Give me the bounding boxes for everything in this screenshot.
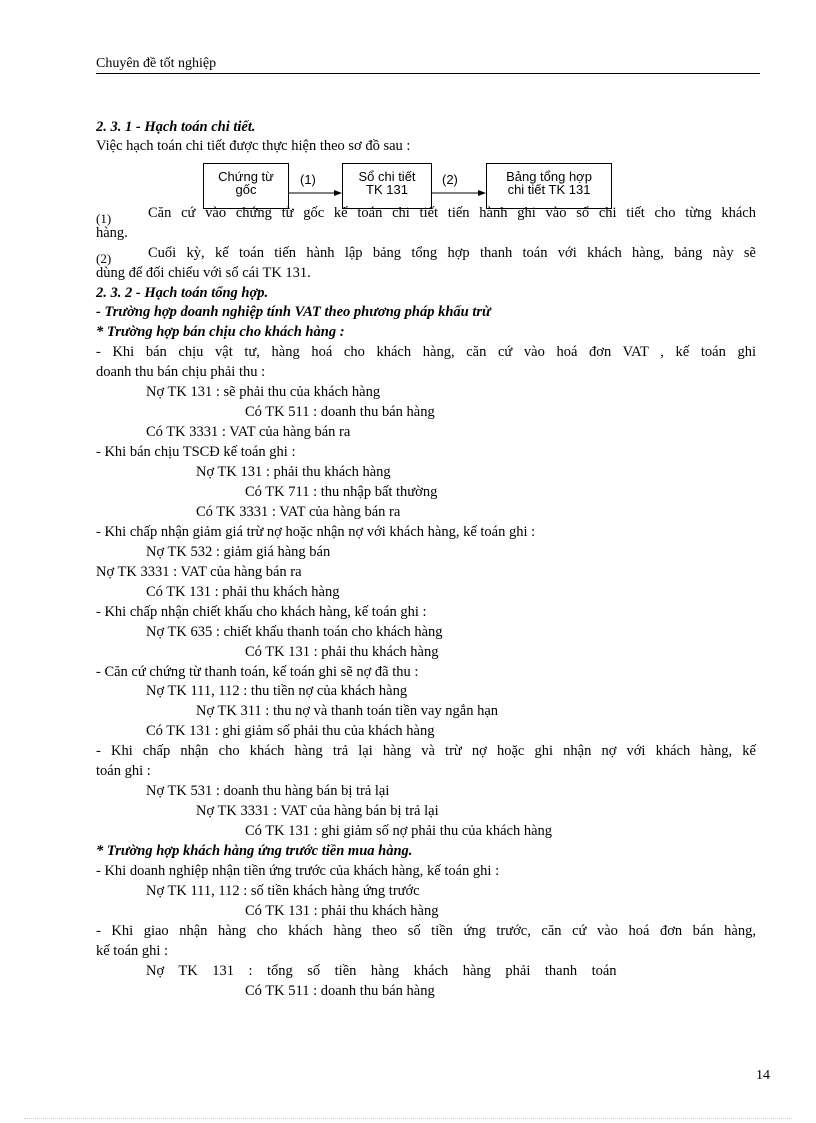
journal-entry: Nợ TK 111, 112 : thu tiền nợ của khách hàng (146, 683, 408, 699)
box-detail-ledger-line2: TK 131 (366, 182, 408, 197)
subheading-advance-payment: * Trường hợp khách hàng ứng trước tiền mua hàng. (96, 843, 413, 859)
journal-entry: Nợ TK 131 : sẽ phải thu của khách hàng (146, 384, 381, 400)
paragraph-line: - Khi bán chịu vật tư, hàng hoá cho khách hàng, căn cứ vào hoá đơn VAT , kế toán ghi (96, 344, 756, 360)
header-title: Chuyên đề tốt nghiệp (96, 56, 217, 71)
step-2-text-cont: dùng để đối chiếu với sổ cái TK 131. (96, 265, 311, 281)
journal-entry: Có TK 511 : doanh thu bán hàng (245, 983, 435, 999)
paragraph-line: - Khi chấp nhận giảm giá trừ nợ hoặc nhận nợ với khách hàng, kế toán ghi : (96, 524, 536, 540)
journal-entry: Có TK 131 : phải thu khách hàng (245, 903, 439, 919)
paragraph-line: - Căn cứ chứng từ thanh toán, kế toán ghi sẽ nợ đã thu : (96, 664, 419, 680)
paragraph-line: doanh thu bán chịu phải thu : (96, 364, 266, 380)
journal-entry: Nợ TK 635 : chiết khấu thanh toán cho khách hàng (146, 624, 443, 640)
journal-entry: Nợ TK 531 : doanh thu hàng bán bị trả lại (146, 783, 390, 799)
paragraph-line: - Khi giao nhận hàng cho khách hàng theo số tiền ứng trước, căn cứ vào hoá đơn bán hàng, (96, 923, 756, 939)
journal-entry: Có TK 3331 : VAT của hàng bán ra (196, 504, 401, 520)
subheading-vat-deduction: - Trường hợp doanh nghiệp tính VAT theo phương pháp khấu trừ (96, 304, 491, 320)
section-heading-detail: 2. 3. 1 - Hạch toán chi tiết. (96, 119, 256, 135)
step-1-number: (1) (96, 211, 112, 226)
arrow-2-head (478, 190, 486, 196)
box-detail-ledger-line1: Sổ chi tiết (358, 169, 416, 184)
journal-entry: Nợ TK 3331 : VAT của hàng bán bị trả lại (196, 803, 439, 819)
journal-entry: Có TK 511 : doanh thu bán hàng (245, 404, 435, 420)
journal-entry: Có TK 131 : phải thu khách hàng (245, 644, 439, 660)
journal-entry: Có TK 3331 : VAT của hàng bán ra (146, 424, 351, 440)
subheading-credit-sales: * Trường hợp bán chịu cho khách hàng : (96, 324, 345, 340)
journal-entry: Có TK 711 : thu nhập bất thường (245, 484, 438, 500)
journal-entry: Nợ TK 131 : tổng số tiền hàng khách hàng phải thanh toán (146, 963, 617, 979)
paragraph-line: - Khi chấp nhận chiết khấu cho khách hàng, kế toán ghi : (96, 604, 427, 620)
step-2-number: (2) (96, 251, 112, 266)
journal-entry: Nợ TK 532 : giảm giá hàng bán (146, 544, 331, 560)
step-1-text-cont: hàng. (96, 225, 128, 241)
intro-line: Việc hạch toán chi tiết được thực hiện theo sơ đồ sau : (96, 138, 411, 154)
journal-entry: Nợ TK 111, 112 : số tiền khách hàng ứng trước (146, 883, 420, 899)
paragraph-line: - Khi chấp nhận cho khách hàng trả lại hàng và trừ nợ hoặc ghi nhận nợ với khách hàng, kế (96, 743, 756, 759)
step-1-text: Căn cứ vào chứng từ gốc kế toán chi tiết tiến hành ghi vào sổ chi tiết cho từng khách (148, 205, 756, 221)
box-source-documents-line1: Chứng từ (218, 169, 274, 184)
journal-entry: Có TK 131 : ghi giảm số nợ phải thu của khách hàng (245, 823, 553, 839)
paragraph-line: - Khi doanh nghiệp nhận tiền ứng trước của khách hàng, kế toán ghi : (96, 863, 500, 879)
step-2-text: Cuối kỳ, kế toán tiến hành lập bảng tổng hợp thanh toán với khách hàng, bảng này sẽ (148, 245, 756, 261)
paragraph-line: kế toán ghi : (96, 943, 169, 959)
arrow-1-head (334, 190, 342, 196)
page-number: 14 (756, 1068, 770, 1083)
journal-entry: Nợ TK 3331 : VAT của hàng bán ra (96, 564, 302, 580)
paragraph-line: - Khi bán chịu TSCĐ kế toán ghi : (96, 444, 296, 460)
footer-dotted-rule (24, 1118, 792, 1119)
box-summary-table-line1: Bảng tổng hợp (506, 169, 592, 184)
box-summary-table-line2: chi tiết TK 131 (507, 182, 591, 197)
box-source-documents-line2: gốc (235, 182, 257, 197)
journal-entry: Nợ TK 131 : phải thu khách hàng (196, 464, 391, 480)
paragraph-line: toán ghi : (96, 763, 151, 779)
journal-entry: Có TK 131 : ghi giảm số phải thu của khách hàng (146, 723, 435, 739)
section-heading-general: 2. 3. 2 - Hạch toán tổng hợp. (96, 285, 269, 301)
journal-entry: Nợ TK 311 : thu nợ và thanh toán tiền vay ngắn hạn (196, 703, 499, 719)
arrow-1-label: (1) (300, 172, 316, 187)
journal-entry: Có TK 131 : phải thu khách hàng (146, 584, 340, 600)
arrow-2-label: (2) (442, 172, 458, 187)
